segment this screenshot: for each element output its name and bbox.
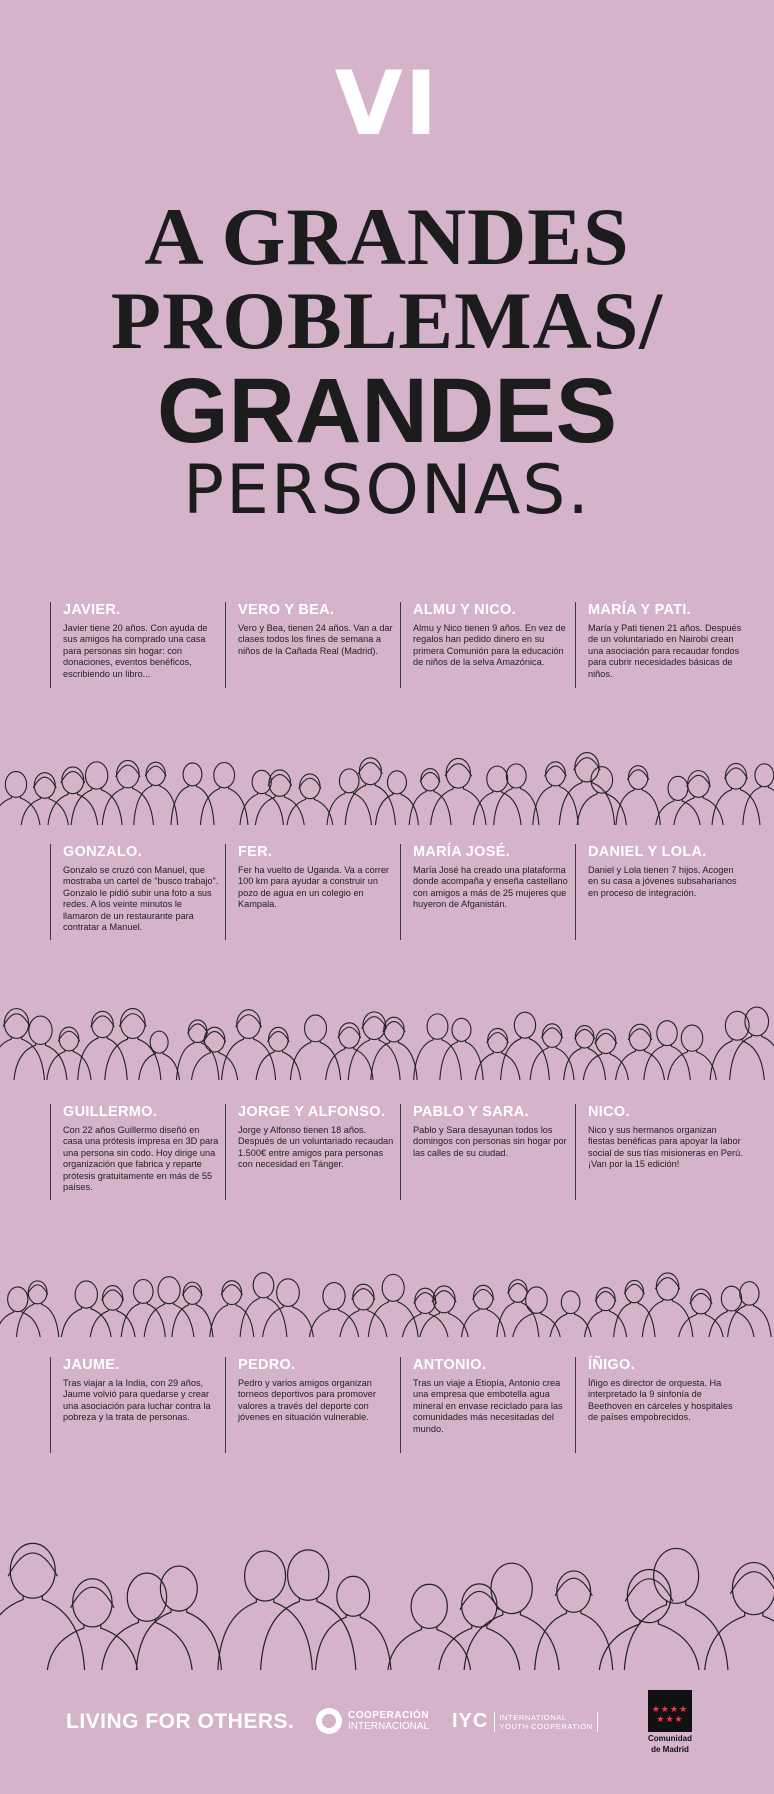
- person-body: [727, 1304, 772, 1337]
- story-name: FER.: [238, 844, 273, 860]
- person-head: [596, 1288, 615, 1311]
- person-head: [34, 773, 55, 799]
- person-hair: [690, 1293, 712, 1304]
- person-head: [656, 1273, 678, 1300]
- poster-title: [0, 191, 774, 530]
- person-head: [427, 1014, 448, 1039]
- person-hair: [724, 768, 747, 779]
- person-body: [677, 1313, 724, 1337]
- person-body: [290, 1040, 341, 1080]
- person-body: [583, 1052, 629, 1080]
- cm-line-1: Comunidad: [648, 1734, 692, 1743]
- person-hair: [27, 1285, 48, 1295]
- person-head: [433, 1286, 455, 1313]
- person-head: [237, 1010, 261, 1039]
- story-name: DANIEL Y LOLA.: [588, 844, 707, 860]
- person-head: [269, 770, 291, 796]
- person-head: [62, 767, 84, 794]
- crowd-illustration-1: [0, 690, 774, 825]
- person-head: [150, 1031, 168, 1053]
- person-head: [28, 1281, 47, 1304]
- person-hair: [119, 1014, 146, 1027]
- person-hair: [555, 1578, 592, 1596]
- person-head: [691, 1289, 711, 1314]
- story-card: [400, 1104, 575, 1200]
- person-body: [191, 1051, 238, 1080]
- person-body: [704, 1612, 774, 1670]
- story-card: [575, 602, 750, 688]
- iyc-sub-1: INTERNATIONAL: [499, 1712, 567, 1722]
- person-body: [0, 1595, 85, 1670]
- person-hair: [420, 772, 440, 782]
- person-body: [743, 786, 774, 825]
- person-body: [409, 790, 452, 825]
- person-body: [559, 780, 615, 825]
- person-head: [252, 770, 271, 793]
- story-text: Vero y Bea, tienen 24 años. Van a dar clases todos los fines de semana a niños de la Cañada Real (Madrid).: [238, 623, 393, 656]
- person-head: [146, 762, 165, 785]
- person-head: [222, 1281, 242, 1305]
- story-row-4: [50, 1357, 750, 1453]
- story-name: ÍÑIGO.: [588, 1357, 635, 1373]
- person-body: [643, 1044, 690, 1080]
- story-text: Nico y sus hermanos organizan fiestas benéficas para apoyar la labor social de sus tías misioneras en Perú. ¡Van por la 15 edición!: [588, 1125, 743, 1170]
- person-hair: [299, 778, 321, 789]
- person-hair: [545, 766, 567, 776]
- story-row-3: [50, 1104, 750, 1200]
- story-card: [225, 1104, 400, 1200]
- story-name: GUILLERMO.: [63, 1104, 158, 1120]
- story-card: [50, 1104, 225, 1200]
- person-head: [353, 1284, 374, 1310]
- story-name: PABLO Y SARA.: [413, 1104, 529, 1120]
- person-head: [688, 771, 710, 798]
- story-text: Íñigo es director de orquesta. Ha interpretado la 9 sinfonía de Beethoven en cárceles y hospitales de países empobrecidos.: [588, 1378, 733, 1423]
- story-row-2: [50, 844, 750, 940]
- person-hair: [236, 1015, 262, 1027]
- person-head: [323, 1283, 345, 1310]
- story-card: [50, 602, 225, 688]
- person-head: [339, 1023, 360, 1048]
- person-body: [613, 1302, 655, 1337]
- person-head: [253, 1273, 274, 1298]
- person-body: [729, 1034, 774, 1080]
- person-hair: [145, 766, 166, 776]
- person-head: [382, 1274, 404, 1301]
- person-head: [575, 753, 599, 782]
- person-head: [628, 766, 647, 790]
- person-head: [183, 763, 202, 786]
- person-head: [73, 1579, 112, 1627]
- madrid-stars-icon: ★★★★ ★★★: [648, 1690, 692, 1732]
- person-body: [136, 1609, 222, 1670]
- person-head: [5, 771, 26, 797]
- person-hair: [628, 1029, 652, 1040]
- person-head: [732, 1563, 774, 1615]
- person-head: [561, 1291, 580, 1314]
- story-text: Fer ha vuelto de Uganda. Va a correr 100 km para ayudar a construir un pozo de agua en un colegio en Kampala.: [238, 865, 389, 910]
- person-head: [446, 758, 470, 788]
- person-body: [616, 788, 661, 825]
- story-text: Pedro y varios amigos organizan torneos deportivos para promover valores a través del deporte con jóvenes en situación vulnerable.: [238, 1378, 376, 1423]
- person-head: [214, 763, 235, 788]
- person-head: [85, 762, 107, 789]
- person-hair: [71, 1587, 114, 1607]
- person-hair: [595, 1033, 617, 1043]
- person-body: [710, 1039, 765, 1080]
- story-card: [225, 602, 400, 688]
- person-hair: [268, 1032, 290, 1042]
- person-head: [452, 1018, 471, 1041]
- person-body: [308, 1308, 359, 1337]
- person-body: [60, 1307, 112, 1337]
- footer-logos: [0, 1688, 774, 1758]
- story-text: Tras viajar a la India, con 29 años, Jaume volvió para quedarse y crear una asociación para luchar contra la pobreza y la trata de personas.: [63, 1378, 211, 1423]
- person-head: [204, 1027, 224, 1052]
- story-name: VERO Y BEA.: [238, 602, 335, 618]
- story-text: Tras un viaje a Etiopía, Antonio crea una empresa que embotella agua mineral en envase reciclado para las comunidades más necesitadas del mundo.: [413, 1378, 563, 1434]
- story-name: JORGE Y ALFONSO.: [238, 1104, 386, 1120]
- person-hair: [595, 1292, 616, 1302]
- person-head: [654, 1548, 699, 1603]
- person-head: [363, 1012, 386, 1040]
- person-head: [575, 1026, 593, 1048]
- person-head: [546, 762, 566, 786]
- person-hair: [508, 1284, 528, 1294]
- person-body: [47, 1625, 138, 1670]
- story-card: [225, 844, 400, 940]
- person-body: [624, 1601, 728, 1670]
- person-head: [473, 1285, 493, 1309]
- person-hair: [655, 1278, 680, 1290]
- person-head: [411, 1584, 447, 1628]
- person-head: [92, 1011, 114, 1037]
- person-body: [533, 785, 579, 825]
- story-card: [575, 844, 750, 940]
- iyc-mark: IYC: [452, 1710, 489, 1732]
- person-body: [712, 788, 761, 825]
- person-head: [526, 1287, 548, 1313]
- person-hair: [627, 770, 648, 780]
- iyc-sub-2: YOUTH COOPERATION: [499, 1721, 593, 1731]
- person-head: [134, 1279, 154, 1303]
- person-head: [542, 1024, 561, 1048]
- person-body: [440, 1040, 484, 1080]
- person-head: [487, 766, 508, 792]
- person-body: [221, 1037, 276, 1080]
- cm-line-2: de Madrid: [651, 1745, 689, 1754]
- story-text: Gonzalo se cruzó con Manuel, que mostraba un cartel de “busco trabajo”. Gonzalo le pidió subir una foto a sus redes. A los veinte minutos le llamaron de un restaurante para contratar a Manuel.: [63, 865, 219, 933]
- person-body: [413, 1038, 461, 1080]
- living-for-others-logo: LIVING FOR OTHERS.: [66, 1710, 295, 1733]
- person-head: [339, 769, 359, 793]
- story-text: María y Pati tienen 21 años. Después de un voluntariado en Nairobi crean una asociación para recaudar fondos para cubrir necesidades básicas de niños.: [588, 623, 742, 679]
- person-head: [245, 1551, 286, 1601]
- story-name: GONZALO.: [63, 844, 142, 860]
- person-body: [326, 792, 371, 825]
- story-card: [575, 1104, 750, 1200]
- person-body: [496, 1301, 539, 1337]
- iyc-logo: [452, 1710, 598, 1733]
- story-name: ALMU Y NICO.: [413, 602, 516, 618]
- person-hair: [8, 1553, 57, 1576]
- story-name: MARÍA JOSÉ.: [413, 844, 511, 860]
- story-name: NICO.: [588, 1104, 630, 1120]
- person-head: [384, 1017, 404, 1042]
- crowd-illustration-4: [0, 1455, 774, 1670]
- person-body: [438, 1625, 520, 1670]
- person-hair: [116, 765, 141, 777]
- cooperacion-logo: [316, 1708, 429, 1734]
- title-line-1: A GRANDES: [144, 191, 630, 282]
- cooperacion-icon: [316, 1708, 342, 1734]
- comunidad-madrid-logo: [646, 1690, 694, 1754]
- person-hair: [221, 1285, 242, 1295]
- person-head: [725, 763, 746, 789]
- person-head: [629, 1024, 651, 1050]
- person-head: [29, 1016, 52, 1044]
- person-hair: [473, 1290, 495, 1300]
- person-body: [370, 1041, 417, 1080]
- roman-numeral: VI: [334, 52, 440, 155]
- person-body: [46, 1050, 91, 1080]
- person-hair: [182, 1286, 202, 1295]
- person-head: [596, 1029, 616, 1053]
- coop-line-1: COOPERACIÓN: [348, 1710, 430, 1721]
- person-body: [0, 1310, 41, 1337]
- person-hair: [687, 775, 711, 786]
- person-body: [599, 1620, 700, 1670]
- person-body: [262, 1305, 315, 1337]
- title-line-3: GRANDES: [156, 360, 618, 462]
- crowd-illustration-3: [0, 1222, 774, 1337]
- person-body: [143, 1302, 194, 1337]
- person-head: [681, 1025, 702, 1051]
- story-name: JAVIER.: [63, 602, 121, 618]
- person-hair: [625, 1579, 673, 1602]
- person-hair: [575, 1029, 595, 1039]
- person-head: [506, 764, 526, 788]
- story-text: Javier tiene 20 años. Con ayuda de sus amigos ha comprado una casa para personas sin hogar: con donaciones, eventos benéficos, escribiendo un libro...: [63, 623, 208, 679]
- person-hair: [338, 1027, 361, 1038]
- person-head: [557, 1571, 591, 1612]
- story-card: [400, 844, 575, 940]
- person-body: [14, 1043, 68, 1080]
- title-line-4: PERSONAS.: [182, 451, 592, 530]
- person-hair: [352, 1289, 375, 1300]
- story-name: PEDRO.: [238, 1357, 296, 1373]
- person-body: [387, 1626, 471, 1670]
- story-card: [400, 1357, 575, 1453]
- person-hair: [362, 1017, 387, 1029]
- person-hair: [358, 763, 382, 774]
- person-body: [0, 1037, 45, 1080]
- person-body: [256, 1050, 302, 1080]
- person-body: [47, 792, 98, 825]
- story-text: Jorge y Alfonso tienen 18 años. Después de un voluntariado recaudan 1.500€ entre amigos para personas con necesidad en Tánger.: [238, 1125, 394, 1170]
- title-line-2: PROBLEMAS/: [110, 275, 664, 366]
- person-head: [8, 1287, 28, 1312]
- person-body: [708, 1310, 755, 1337]
- person-head: [337, 1576, 370, 1616]
- person-body: [104, 1037, 161, 1080]
- person-body: [368, 1300, 419, 1337]
- crowd-illustration-2: [0, 945, 774, 1080]
- person-head: [59, 1027, 79, 1051]
- story-card: [225, 1357, 400, 1453]
- person-head: [740, 1282, 759, 1306]
- person-hair: [541, 1028, 562, 1038]
- person-head: [755, 764, 774, 787]
- person-hair: [102, 1290, 124, 1300]
- person-body: [240, 793, 284, 825]
- story-card: [50, 1357, 225, 1453]
- person-head: [387, 771, 406, 794]
- story-text: Almu y Nico tienen 9 años. En vez de regalos han pedido dinero en su primera Comunión para la educación de niños de la selva Amazónica.: [413, 623, 566, 668]
- person-head: [625, 1280, 643, 1302]
- person-hair: [61, 772, 85, 783]
- person-hair: [91, 1016, 115, 1027]
- person-head: [10, 1543, 55, 1598]
- story-text: María José ha creado una plataforma donde acompaña y enseña castellano con amigos a más de 25 mujeres que huyeron de Afganistán.: [413, 865, 568, 910]
- story-name: ANTONIO.: [413, 1357, 487, 1373]
- person-head: [657, 1021, 677, 1046]
- person-hair: [3, 1014, 30, 1027]
- person-head: [183, 1282, 201, 1304]
- person-hair: [624, 1284, 644, 1293]
- person-hair: [33, 777, 56, 788]
- person-body: [0, 796, 41, 825]
- story-card: [50, 844, 225, 940]
- person-body: [101, 1619, 192, 1670]
- person-body: [16, 1303, 60, 1337]
- person-head: [359, 758, 381, 785]
- person-head: [668, 776, 688, 800]
- person-head: [514, 1012, 535, 1038]
- person-hair: [58, 1031, 79, 1041]
- person-body: [315, 1614, 391, 1670]
- story-row-1: [50, 602, 750, 688]
- person-head: [488, 1028, 508, 1052]
- person-body: [102, 786, 154, 825]
- story-card: [400, 602, 575, 688]
- person-head: [491, 1563, 532, 1613]
- person-head: [421, 769, 439, 791]
- person-hair: [445, 764, 472, 777]
- person-head: [721, 1286, 741, 1311]
- person-head: [4, 1009, 28, 1039]
- story-text: Con 22 años Guillermo diseñó en casa una prótesis impresa en 3D para una persona sin codo. Hoy dirige una organización que fabrica y reparte prótesis gratuitamente en más de 55 países.: [63, 1125, 219, 1193]
- person-body: [339, 1309, 388, 1337]
- person-body: [89, 1309, 136, 1337]
- person-head: [288, 1550, 329, 1600]
- person-hair: [487, 1033, 509, 1043]
- person-head: [277, 1279, 300, 1307]
- story-text: Daniel y Lola tienen 7 hijos. Acogen en su casa a jóvenes subsaharianos en proceso de integración.: [588, 865, 737, 898]
- person-head: [103, 1286, 123, 1311]
- story-text: Pablo y Sara desayunan todos los domingos con personas sin hogar por las calles de su ciudad.: [413, 1125, 567, 1158]
- coop-line-2: INTERNACIONAL: [348, 1721, 430, 1732]
- person-head: [117, 760, 139, 787]
- person-head: [300, 774, 320, 799]
- person-body: [464, 1611, 560, 1670]
- person-body: [642, 1299, 694, 1337]
- person-head: [269, 1027, 289, 1051]
- person-body: [171, 1303, 213, 1337]
- person-head: [127, 1573, 166, 1621]
- person-body: [615, 1049, 665, 1080]
- person-head: [75, 1281, 97, 1308]
- person-head: [121, 1009, 146, 1039]
- story-name: JAUME.: [63, 1357, 120, 1373]
- story-name: MARÍA Y PATI.: [588, 602, 691, 618]
- person-hair: [730, 1572, 774, 1594]
- person-body: [176, 1041, 219, 1080]
- person-head: [158, 1277, 180, 1304]
- person-head: [305, 1015, 327, 1042]
- person-body: [218, 1598, 313, 1670]
- person-hair: [187, 1024, 207, 1034]
- story-card: [575, 1357, 750, 1453]
- person-head: [509, 1280, 528, 1303]
- person-body: [667, 1050, 717, 1080]
- person-body: [473, 790, 521, 825]
- person-body: [260, 1598, 356, 1670]
- person-hair: [383, 1022, 405, 1033]
